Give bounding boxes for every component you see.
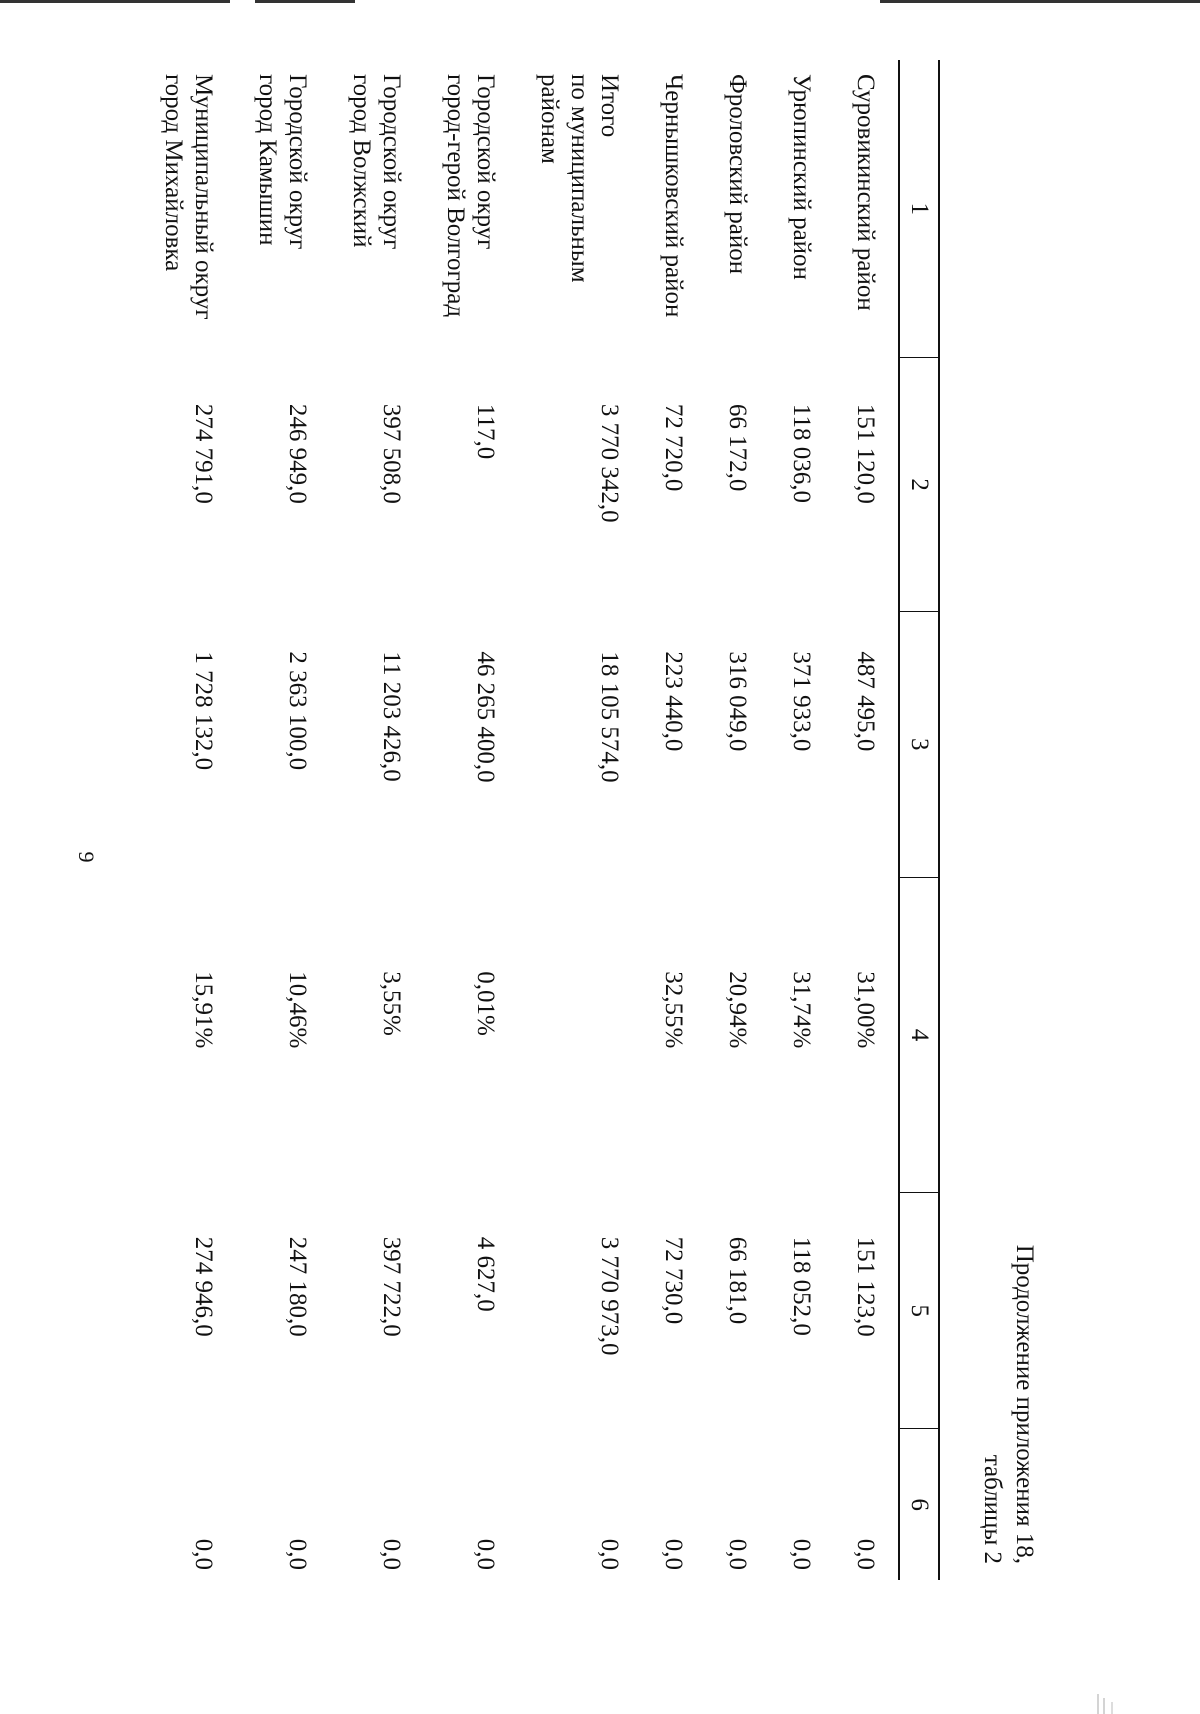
value-cell-c3: 46 265 400,0 xyxy=(472,651,499,783)
value-cell-c5: 3 770 973,0 xyxy=(596,1236,623,1356)
value-cell-c3: 2 363 100,0 xyxy=(284,651,311,771)
value-cell-c4: 32,55% xyxy=(660,971,687,1049)
territory-name-line: Городской округ xyxy=(378,74,405,250)
value-cell-c4: 3,55% xyxy=(378,971,405,1036)
table-row xyxy=(330,60,424,1580)
value-cell-c5: 118 052,0 xyxy=(788,1236,815,1336)
value-cell-c6: 0,0 xyxy=(472,1538,499,1570)
scan-edge-mark xyxy=(0,0,230,3)
value-cell-c4: 10,46% xyxy=(284,971,311,1049)
territory-name-cell xyxy=(770,60,834,358)
value-cell-c4: 31,74% xyxy=(788,971,815,1049)
table-body xyxy=(142,60,899,1580)
column-header: 1 xyxy=(899,60,939,358)
table-row xyxy=(706,60,770,1580)
territory-name-line: Итого xyxy=(596,74,623,138)
column-header: 2 xyxy=(899,358,939,611)
value-cell-c6: 0,0 xyxy=(852,1538,879,1570)
column-header: 3 xyxy=(899,611,939,877)
territory-name-cell xyxy=(642,60,706,358)
value-cell-c2: 274 791,0 xyxy=(190,403,217,504)
table-row xyxy=(834,60,899,1580)
table-row xyxy=(236,60,330,1580)
value-cell-c6: 0,0 xyxy=(378,1538,405,1570)
territory-name-cell xyxy=(834,60,899,358)
territory-name-cell xyxy=(330,60,424,358)
value-cell-c2: 72 720,0 xyxy=(660,403,687,492)
territory-name-line: город Камышин xyxy=(254,74,281,246)
territory-name-line: районам xyxy=(536,74,563,164)
territory-name-cell xyxy=(518,60,642,358)
heading-line-2: таблицы 2 xyxy=(979,1454,1006,1564)
value-cell-c4: 31,00% xyxy=(852,971,879,1049)
value-cell-c4: 0,01% xyxy=(472,971,499,1036)
scan-edge-mark xyxy=(255,0,355,3)
data-table xyxy=(142,60,940,1580)
territory-name-cell xyxy=(706,60,770,358)
value-cell-c3: 316 049,0 xyxy=(724,651,751,752)
column-header: 5 xyxy=(899,1193,939,1429)
value-cell-c6: 0,0 xyxy=(660,1538,687,1570)
value-cell-c2: 118 036,0 xyxy=(788,403,815,503)
table-continuation-heading xyxy=(976,1245,1040,1564)
territory-name-line: город Михайловка xyxy=(160,74,187,272)
value-cell-c3: 487 495,0 xyxy=(852,651,879,752)
value-cell-c2: 397 508,0 xyxy=(378,403,405,504)
value-cell-c5: 66 181,0 xyxy=(724,1236,751,1325)
value-cell-c5: 247 180,0 xyxy=(284,1236,311,1337)
scan-speckles xyxy=(1090,1684,1170,1714)
value-cell-c5: 397 722,0 xyxy=(378,1236,405,1337)
value-cell-c3: 371 933,0 xyxy=(788,651,815,752)
value-cell-c5: 4 627,0 xyxy=(472,1236,499,1312)
heading-line-1: Продолжение приложения 18, xyxy=(1011,1244,1038,1564)
page-number: 9 xyxy=(74,851,99,863)
column-header: 6 xyxy=(899,1429,939,1580)
value-cell-c3: 11 203 426,0 xyxy=(378,651,405,782)
value-cell-c5: 151 123,0 xyxy=(852,1236,879,1337)
value-cell-c6: 0,0 xyxy=(284,1538,311,1570)
value-cell-c5: 274 946,0 xyxy=(190,1236,217,1337)
territory-name-line: Городской округ xyxy=(472,74,499,250)
territory-name-line: Городской округ xyxy=(284,74,311,250)
value-cell-c2: 151 120,0 xyxy=(852,403,879,504)
value-cell-c5: 72 730,0 xyxy=(660,1236,687,1325)
territory-name-cell xyxy=(424,60,518,358)
territory-name-line: Урюпинский район xyxy=(788,74,815,280)
value-cell-c6: 0,0 xyxy=(596,1538,623,1570)
value-cell-c2: 246 949,0 xyxy=(284,403,311,504)
value-cell-c3: 18 105 574,0 xyxy=(596,651,623,783)
value-cell-c4: 20,94% xyxy=(724,971,751,1049)
territory-name-line: по муниципальным xyxy=(566,74,593,283)
value-cell-c6: 0,0 xyxy=(190,1538,217,1570)
territory-name-line: Суровикинский район xyxy=(852,74,879,311)
territory-name-line: Чернышковский район xyxy=(660,74,687,318)
territory-name-cell xyxy=(236,60,330,358)
table-row xyxy=(642,60,706,1580)
scan-top-edge xyxy=(0,0,1200,6)
scan-edge-mark xyxy=(880,0,1200,3)
value-cell-c3: 223 440,0 xyxy=(660,651,687,752)
value-cell-c6: 0,0 xyxy=(724,1538,751,1570)
rotated-page-content xyxy=(160,60,1050,1580)
table-row xyxy=(518,60,642,1580)
value-cell-c4: 15,91% xyxy=(190,971,217,1049)
territory-name-line: город-герой Волгоград xyxy=(442,74,469,318)
value-cell-c2: 117,0 xyxy=(472,403,499,460)
value-cell-c6: 0,0 xyxy=(788,1538,815,1570)
territory-name-line: Фроловский район xyxy=(724,74,751,275)
value-cell-c2: 3 770 342,0 xyxy=(596,403,623,523)
table-row xyxy=(424,60,518,1580)
territory-name-cell xyxy=(142,60,236,358)
territory-name-line: город Волжский xyxy=(348,74,375,248)
table-row xyxy=(142,60,236,1580)
value-cell-c2: 66 172,0 xyxy=(724,403,751,492)
value-cell-c4 xyxy=(518,877,642,1193)
column-number-row xyxy=(899,60,939,1580)
value-cell-c3: 1 728 132,0 xyxy=(190,651,217,771)
territory-name-line: Муниципальный округ xyxy=(190,74,217,320)
table-row xyxy=(770,60,834,1580)
column-header: 4 xyxy=(899,877,939,1193)
